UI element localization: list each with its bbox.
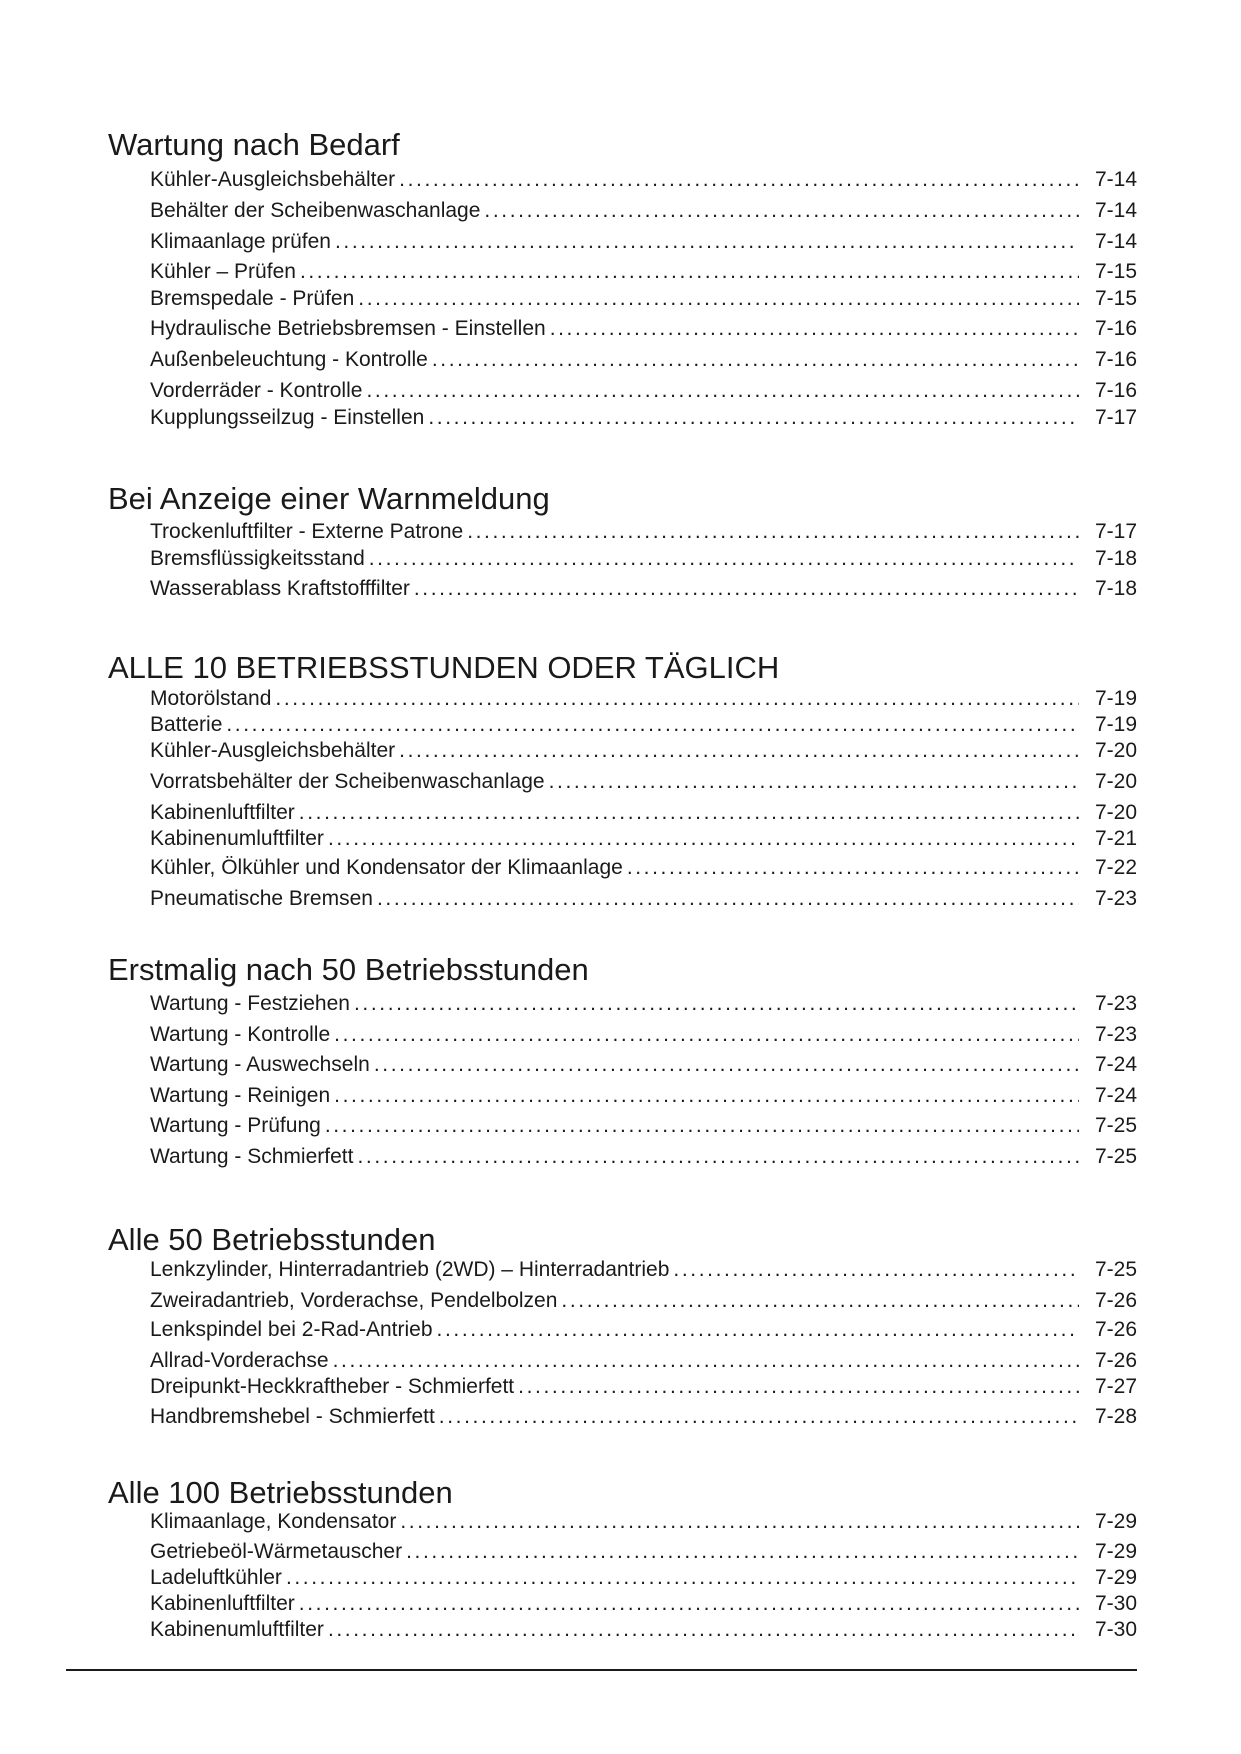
entry-page-number: 7-16	[1094, 379, 1137, 402]
dot-leader	[399, 738, 1079, 764]
entry-title: Kabinenumluftfilter	[150, 1618, 324, 1641]
entry-title: Bremsflüssigkeitsstand	[150, 547, 365, 570]
dot-leader	[673, 1257, 1079, 1283]
dot-leader	[226, 712, 1079, 738]
entry-page-number: 7-20	[1094, 770, 1137, 793]
entry-title: Kupplungsseilzug - Einstellen	[150, 406, 425, 429]
dot-leader	[467, 519, 1079, 545]
toc-entry[interactable]	[150, 826, 1137, 852]
dot-leader	[432, 347, 1079, 373]
entry-page-number: 7-14	[1094, 199, 1137, 222]
entry-page-number: 7-20	[1094, 739, 1137, 762]
entry-page-number: 7-14	[1094, 230, 1137, 253]
entry-title: Wartung - Kontrolle	[150, 1023, 331, 1046]
dot-leader	[400, 1509, 1079, 1535]
toc-entry[interactable]	[150, 286, 1137, 312]
entry-title: Allrad-Vorderachse	[150, 1349, 329, 1372]
entry-title: Ladeluftkühler	[150, 1566, 282, 1589]
dot-leader	[299, 1591, 1079, 1617]
dot-leader	[439, 1404, 1079, 1430]
entry-title: Kabinenluftfilter	[150, 801, 295, 824]
dot-leader	[286, 1565, 1079, 1591]
dot-leader	[428, 405, 1079, 431]
dot-leader	[369, 546, 1079, 572]
dot-leader	[627, 855, 1079, 881]
toc-entry[interactable]	[150, 198, 1137, 224]
dot-leader	[484, 198, 1079, 224]
entry-title: Wasserablass Kraftstofffilter	[150, 577, 410, 600]
entry-title: Außenbeleuchtung - Kontrolle	[150, 348, 428, 371]
dot-leader	[357, 1144, 1079, 1170]
toc-entry[interactable]	[150, 167, 1137, 193]
dot-leader	[399, 167, 1079, 193]
toc-entry[interactable]	[150, 738, 1137, 764]
entry-title: Pneumatische Bremsen	[150, 887, 373, 910]
entry-title: Dreipunkt-Heckkraftheber - Schmierfett	[150, 1375, 515, 1398]
toc-entry[interactable]	[150, 1257, 1137, 1283]
entry-page-number: 7-23	[1094, 992, 1137, 1015]
toc-entry[interactable]	[150, 886, 1137, 912]
toc-entry[interactable]	[150, 405, 1137, 431]
entry-page-number: 7-24	[1094, 1084, 1137, 1107]
entry-page-number: 7-14	[1094, 168, 1137, 191]
entry-title: Bremspedale - Prüfen	[150, 287, 355, 310]
dot-leader	[406, 1539, 1079, 1565]
toc-entry[interactable]	[150, 712, 1137, 738]
toc-entry[interactable]	[150, 229, 1137, 255]
entry-page-number: 7-26	[1094, 1349, 1137, 1372]
entry-title: Kühler-Ausgleichsbehälter	[150, 739, 396, 762]
entry-title: Lenkzylinder, Hinterradantrieb (2WD) – Hinterradantrieb	[150, 1258, 670, 1281]
toc-entry[interactable]	[150, 1083, 1137, 1109]
toc-entry[interactable]	[150, 1288, 1137, 1314]
section-title: Bei Anzeige einer Warnmeldung	[108, 481, 550, 516]
dot-leader	[335, 229, 1079, 255]
section-title: Erstmalig nach 50 Betriebsstunden	[108, 952, 589, 987]
dot-leader	[275, 686, 1079, 712]
entry-page-number: 7-19	[1094, 687, 1137, 710]
entry-page-number: 7-16	[1094, 348, 1137, 371]
dot-leader	[325, 1113, 1079, 1139]
toc-entry[interactable]	[150, 1404, 1137, 1430]
entry-title: Kühler, Ölkühler und Kondensator der Klimaanlage	[150, 856, 623, 879]
entry-page-number: 7-25	[1094, 1258, 1137, 1281]
toc-entry[interactable]	[150, 1374, 1137, 1400]
entry-page-number: 7-27	[1094, 1375, 1137, 1398]
toc-entry[interactable]	[150, 576, 1137, 602]
entry-title: Hydraulische Betriebsbremsen - Einstellen	[150, 317, 546, 340]
toc-entry[interactable]	[150, 1509, 1137, 1535]
entry-page-number: 7-23	[1094, 887, 1137, 910]
entry-title: Trockenluftfilter - Externe Patrone	[150, 520, 464, 543]
entry-page-number: 7-19	[1094, 713, 1137, 736]
entry-title: Behälter der Scheibenwaschanlage	[150, 199, 481, 222]
entry-page-number: 7-26	[1094, 1289, 1137, 1312]
toc-entry[interactable]	[150, 316, 1137, 342]
dot-leader	[374, 1052, 1079, 1078]
entry-title: Wartung - Reinigen	[150, 1084, 331, 1107]
toc-entry[interactable]	[150, 800, 1137, 826]
entry-page-number: 7-22	[1094, 856, 1137, 879]
entry-page-number: 7-29	[1094, 1510, 1137, 1533]
dot-leader	[328, 1617, 1079, 1643]
entry-page-number: 7-18	[1094, 547, 1137, 570]
entry-title: Wartung - Festziehen	[150, 992, 350, 1015]
dot-leader	[437, 1317, 1079, 1343]
toc-entry[interactable]	[150, 347, 1137, 373]
entry-page-number: 7-28	[1094, 1405, 1137, 1428]
entry-title: Lenkspindel bei 2-Rad-Antrieb	[150, 1318, 433, 1341]
entry-title: Zweiradantrieb, Vorderachse, Pendelbolzen	[150, 1289, 558, 1312]
entry-title: Klimaanlage, Kondensator	[150, 1510, 397, 1533]
toc-entry[interactable]	[150, 1348, 1137, 1374]
toc-entry[interactable]	[150, 855, 1137, 881]
dot-leader	[358, 286, 1079, 312]
toc-entry[interactable]	[150, 1539, 1137, 1565]
entry-page-number: 7-17	[1094, 406, 1137, 429]
toc-entry[interactable]	[150, 686, 1137, 712]
entry-title: Batterie	[150, 713, 223, 736]
toc-entry[interactable]	[150, 769, 1137, 795]
section-title: ALLE 10 BETRIEBSSTUNDEN ODER TÄGLICH	[108, 650, 780, 685]
toc-entry[interactable]	[150, 1052, 1137, 1078]
entry-title: Getriebeöl-Wärmetauscher	[150, 1540, 403, 1563]
dot-leader	[300, 259, 1079, 285]
entry-page-number: 7-25	[1094, 1114, 1137, 1137]
toc-entry[interactable]	[150, 378, 1137, 404]
entry-title: Wartung - Schmierfett	[150, 1145, 354, 1168]
entry-page-number: 7-25	[1094, 1145, 1137, 1168]
dot-leader	[334, 1083, 1079, 1109]
entry-page-number: 7-15	[1094, 287, 1137, 310]
entry-title: Vorderräder - Kontrolle	[150, 379, 363, 402]
dot-leader	[549, 769, 1079, 795]
toc-entry[interactable]	[150, 1617, 1137, 1643]
toc-entry[interactable]	[150, 1317, 1137, 1343]
entry-page-number: 7-30	[1094, 1592, 1137, 1615]
entry-page-number: 7-17	[1094, 520, 1137, 543]
toc-entry[interactable]	[150, 546, 1137, 572]
entry-page-number: 7-29	[1094, 1566, 1137, 1589]
section-title: Alle 50 Betriebsstunden	[108, 1222, 436, 1257]
entry-title: Kabinenumluftfilter	[150, 827, 324, 850]
dot-leader	[328, 826, 1079, 852]
entry-title: Kühler – Prüfen	[150, 260, 296, 283]
entry-title: Kühler-Ausgleichsbehälter	[150, 168, 396, 191]
dot-leader	[561, 1288, 1079, 1314]
toc-entry[interactable]	[150, 1022, 1137, 1048]
toc-entry[interactable]	[150, 991, 1137, 1017]
section-title: Alle 100 Betriebsstunden	[108, 1475, 453, 1510]
dot-leader	[414, 576, 1079, 602]
bottom-rule	[66, 1669, 1137, 1671]
entry-page-number: 7-20	[1094, 801, 1137, 824]
entry-page-number: 7-18	[1094, 577, 1137, 600]
dot-leader	[550, 316, 1079, 342]
entry-page-number: 7-21	[1094, 827, 1137, 850]
dot-leader	[377, 886, 1079, 912]
entry-page-number: 7-16	[1094, 317, 1137, 340]
toc-entry[interactable]	[150, 519, 1137, 545]
dot-leader	[354, 991, 1079, 1017]
entry-title: Wartung - Prüfung	[150, 1114, 321, 1137]
entry-page-number: 7-23	[1094, 1023, 1137, 1046]
entry-title: Klimaanlage prüfen	[150, 230, 331, 253]
dot-leader	[518, 1374, 1079, 1400]
toc-entry[interactable]	[150, 1591, 1137, 1617]
entry-page-number: 7-30	[1094, 1618, 1137, 1641]
toc-entry[interactable]	[150, 1113, 1137, 1139]
toc-entry[interactable]	[150, 259, 1137, 285]
entry-title: Wartung - Auswechseln	[150, 1053, 370, 1076]
entry-title: Kabinenluftfilter	[150, 1592, 295, 1615]
entry-page-number: 7-24	[1094, 1053, 1137, 1076]
toc-entry[interactable]	[150, 1144, 1137, 1170]
dot-leader	[299, 800, 1079, 826]
section-title: Wartung nach Bedarf	[108, 127, 400, 162]
entry-page-number: 7-29	[1094, 1540, 1137, 1563]
dot-leader	[366, 378, 1079, 404]
dot-leader	[334, 1022, 1079, 1048]
entry-page-number: 7-26	[1094, 1318, 1137, 1341]
entry-page-number: 7-15	[1094, 260, 1137, 283]
dot-leader	[333, 1348, 1079, 1374]
entry-title: Vorratsbehälter der Scheibenwaschanlage	[150, 770, 545, 793]
entry-title: Handbremshebel - Schmierfett	[150, 1405, 435, 1428]
entry-title: Motorölstand	[150, 687, 272, 710]
toc-entry[interactable]	[150, 1565, 1137, 1591]
